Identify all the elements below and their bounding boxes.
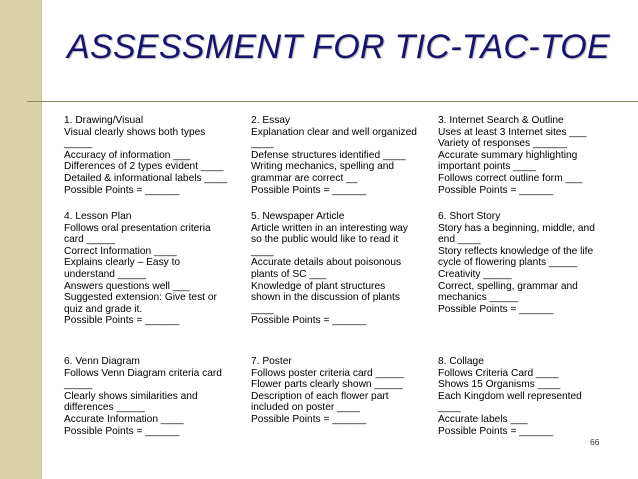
- assessment-cell-newspaper-article: 5. Newspaper Article Article written in an interesting way so the public would like to read it ____ Accurate details about poisonous plants of SC ___ Knowledge of plant structures shown in the discussion of plants ____ Possible Points = ______: [251, 211, 408, 327]
- assessment-cell-lesson-plan: 4. Lesson Plan Follows oral presentation criteria card _____ Correct Information ____ Explains clearly – Easy to understand _____ Answers questions well ___ Suggested extension: Give test or quiz and grade it. Possible Points = ______: [64, 211, 217, 327]
- assessment-cell-venn-diagram: 6. Venn Diagram Follows Venn Diagram criteria card _____ Clearly shows similarities and differences _____ Accurate Information ____ Possible Points = ______: [64, 356, 222, 437]
- page-number: 66: [590, 437, 600, 447]
- assessment-cell-short-story: 6. Short Story Story has a beginning, middle, and end ____ Story reflects knowledge of the life cycle of flowering plants _____ Creativity _____ Correct, spelling, grammar and mechanics _____ Possible Points = ______: [438, 211, 595, 315]
- assessment-cell-drawing-visual: 1. Drawing/Visual Visual clearly shows both types _____ Accuracy of information ___ Differences of 2 types evident ____ Detailed & informational labels ____ Possible Points = ______: [64, 115, 228, 196]
- assessment-cell-poster: 7. Poster Follows poster criteria card _____ Flower parts clearly shown _____ Description of each flower part included on poster ____ Possible Points = ______: [251, 356, 404, 425]
- assessment-cell-collage: 8. Collage Follows Criteria Card ____ Shows 15 Organisms ____ Each Kingdom well represented ____ Accurate labels ___ Possible Points = ______: [438, 356, 582, 437]
- slide-title: ASSESSMENT FOR TIC-TAC-TOE: [67, 28, 611, 66]
- assessment-cell-internet-search-outline: 3. Internet Search & Outline Uses at least 3 Internet sites ___ Variety of responses ______ Accurate summary highlighting important points ____ Follows correct outline form ___ Possible Points = ______: [438, 115, 587, 196]
- assessment-cell-essay: 2. Essay Explanation clear and well organized ____ Defense structures identified ____ Writing mechanics, spelling and grammar are correct __ Possible Points = ______: [251, 115, 417, 196]
